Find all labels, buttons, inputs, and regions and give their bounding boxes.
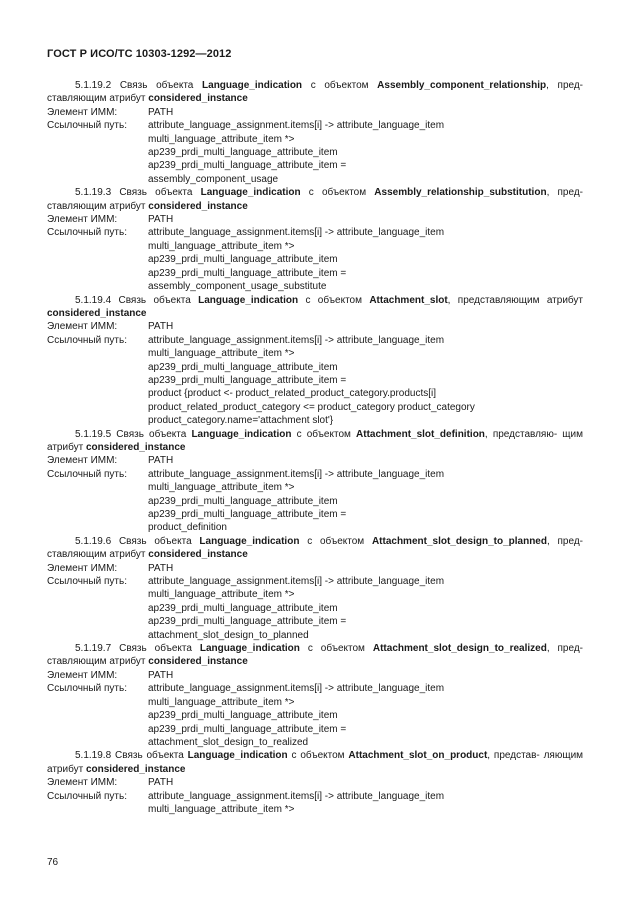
- entity-name: Language_indication: [199, 535, 300, 547]
- entity-name: Language_indication: [202, 80, 303, 91]
- clause-heading: [47, 294, 583, 321]
- target-entity-name: Attachment_slot: [369, 294, 448, 306]
- clause-text: с объектом: [310, 80, 369, 91]
- reference-path-line: product_category.name='attachment slot'}: [148, 415, 334, 427]
- reference-path-line: product_definition: [148, 522, 227, 534]
- entity-name: Language_indication: [199, 643, 300, 655]
- document-header-title: ГОСТ Р ИСО/ТС 10303-1292—2012: [47, 48, 232, 60]
- reference-path-label: Ссылочный путь:: [47, 120, 127, 132]
- reference-path-line: ap239_prdi_multi_language_attribute_item: [148, 361, 338, 373]
- clause-text: Связь объекта: [119, 80, 194, 91]
- reference-path-line: attribute_language_assignment.items[i] -> attribute_language_item: [148, 120, 445, 132]
- reference-path-label: Ссылочный путь:: [47, 790, 127, 802]
- clause-number: 5.1.19.6: [75, 535, 112, 547]
- reference-path-label: Ссылочный путь:: [47, 576, 127, 588]
- reference-path-line: attribute_language_assignment.items[i] -> attribute_language_item: [148, 790, 445, 802]
- element-label: Элемент ИММ:: [47, 777, 118, 789]
- reference-path-line: ap239_prdi_multi_language_attribute_item =: [148, 723, 347, 735]
- reference-path-line: ap239_prdi_multi_language_attribute_item: [148, 147, 338, 159]
- element-value: PATH: [148, 562, 174, 574]
- reference-path-label: Ссылочный путь:: [47, 683, 127, 695]
- entity-name: Language_indication: [187, 750, 288, 762]
- clause-text: Связь объекта: [118, 294, 191, 306]
- reference-path-line: product {product <- product_related_product_category.products[i]: [148, 388, 437, 400]
- attribute-name: considered_instance: [148, 656, 248, 668]
- target-entity-name: Assembly_component_relationship: [377, 80, 547, 91]
- reference-path-line: ap239_prdi_multi_language_attribute_item: [148, 495, 338, 507]
- entity-name: Language_indication: [198, 294, 299, 306]
- clause-text: Связь объекта: [119, 643, 192, 655]
- element-label: Элемент ИММ:: [47, 321, 118, 333]
- element-row: [47, 454, 583, 467]
- attribute-name: considered_instance: [85, 763, 186, 775]
- element-label: Элемент ИММ:: [47, 562, 118, 574]
- clause-heading: [47, 749, 583, 776]
- reference-path-line: multi_language_attribute_item *>: [148, 589, 295, 601]
- clause-text: Связь объекта: [118, 535, 192, 547]
- attribute-name: considered_instance: [148, 200, 248, 212]
- clause-text: Связь объекта: [116, 428, 187, 440]
- element-value: PATH: [148, 214, 174, 226]
- target-entity-name: Attachment_slot_design_to_planned: [371, 535, 547, 547]
- reference-path-line: attribute_language_assignment.items[i] -> attribute_language_item: [148, 683, 445, 695]
- clause-text: , пред- ставляющим атрибут: [47, 80, 584, 105]
- clause-text: , представляю- щим атрибут: [47, 428, 583, 453]
- reference-path-line: ap239_prdi_multi_language_attribute_item =: [148, 509, 347, 520]
- element-value: PATH: [148, 669, 174, 681]
- reference-path-line: multi_language_attribute_item *>: [148, 348, 295, 360]
- clause-heading: [47, 642, 583, 669]
- clause-section: [47, 186, 583, 293]
- reference-path-label: Ссылочный путь:: [47, 227, 127, 239]
- element-row: [47, 669, 583, 682]
- clause-number: 5.1.19.5: [75, 428, 112, 440]
- reference-path-line: ap239_prdi_multi_language_attribute_item =: [148, 374, 347, 386]
- reference-path-line: product_related_product_category <= product_category product_category: [148, 401, 475, 413]
- clause-number: 5.1.19.3: [75, 187, 112, 199]
- clause-section: [47, 749, 583, 816]
- reference-path-line: ap239_prdi_multi_language_attribute_item: [148, 710, 338, 722]
- clause-text: с объектом: [291, 750, 345, 762]
- clause-number: 5.1.19.8: [75, 750, 112, 762]
- reference-path-row: [47, 119, 583, 132]
- reference-path-line: multi_language_attribute_item *>: [148, 803, 295, 815]
- clause-text: , представ- ляющим атрибут: [47, 750, 584, 775]
- reference-path-row: [47, 334, 583, 347]
- reference-path-line: ap239_prdi_multi_language_attribute_item =: [148, 267, 347, 279]
- reference-path-line: ap239_prdi_multi_language_attribute_item: [148, 602, 338, 614]
- reference-path-line: multi_language_attribute_item *>: [148, 482, 295, 494]
- element-row: [47, 562, 583, 575]
- reference-path-row: [47, 468, 583, 481]
- attribute-name: considered_instance: [47, 307, 147, 319]
- clause-text: с объектом: [296, 428, 351, 440]
- entity-name: Language_indication: [191, 428, 292, 440]
- clause-heading: [47, 79, 583, 106]
- document-body: [47, 79, 583, 816]
- clause-text: Связь объекта: [115, 750, 184, 762]
- clause-number: 5.1.19.7: [75, 643, 112, 655]
- element-value: PATH: [148, 321, 174, 333]
- entity-name: Language_indication: [200, 187, 301, 199]
- clause-section: [47, 428, 583, 535]
- attribute-name: considered_instance: [148, 549, 248, 561]
- attribute-name: considered_instance: [148, 93, 248, 105]
- element-row: [47, 776, 583, 789]
- element-value: PATH: [148, 777, 174, 789]
- clause-text: , представляющим атрибут: [447, 294, 583, 306]
- clause-text: , пред- ставляющим атрибут: [47, 535, 584, 561]
- reference-path-line: multi_language_attribute_item *>: [148, 240, 295, 252]
- reference-path-line: multi_language_attribute_item *>: [148, 696, 295, 708]
- reference-path-line: assembly_component_usage_substitute: [148, 281, 327, 293]
- page-number: 76: [47, 857, 59, 868]
- reference-path-line: ap239_prdi_multi_language_attribute_item: [148, 254, 338, 266]
- clause-number: 5.1.19.4: [75, 294, 112, 306]
- clause-heading: [47, 428, 583, 455]
- reference-path-line: attachment_slot_design_to_realized: [148, 736, 309, 748]
- element-row: [47, 320, 583, 333]
- clause-heading: [47, 186, 583, 213]
- reference-path-line: multi_language_attribute_item *>: [148, 133, 295, 145]
- reference-path-line: ap239_prdi_multi_language_attribute_item =: [148, 160, 347, 172]
- reference-path-label: Ссылочный путь:: [47, 468, 127, 480]
- clause-number: 5.1.19.2: [75, 80, 112, 91]
- clause-text: , пред- ставляющим атрибут: [47, 187, 583, 212]
- clause-text: с объектом: [305, 294, 362, 306]
- element-label: Элемент ИММ:: [47, 106, 118, 118]
- target-entity-name: Attachment_slot_design_to_realized: [372, 643, 547, 655]
- clause-text: с объектом: [307, 643, 365, 655]
- clause-text: с объектом: [307, 535, 365, 547]
- clause-text: Связь объекта: [119, 187, 193, 199]
- reference-path-line: attribute_language_assignment.items[i] -> attribute_language_item: [148, 227, 445, 239]
- target-entity-name: Attachment_slot_definition: [356, 428, 485, 440]
- reference-path-row: [47, 682, 583, 695]
- clause-heading: [47, 535, 583, 562]
- element-label: Элемент ИММ:: [47, 669, 118, 681]
- element-label: Элемент ИММ:: [47, 214, 118, 226]
- reference-path-row: [47, 575, 583, 588]
- target-entity-name: Assembly_relationship_substitution: [374, 187, 547, 199]
- clause-text: с объектом: [308, 187, 367, 199]
- reference-path-label: Ссылочный путь:: [47, 334, 127, 346]
- reference-path-row: [47, 226, 583, 239]
- attribute-name: considered_instance: [85, 441, 186, 453]
- element-row: [47, 213, 583, 226]
- clause-section: [47, 294, 583, 428]
- reference-path-line: ap239_prdi_multi_language_attribute_item =: [148, 616, 347, 628]
- clause-section: [47, 79, 583, 186]
- element-value: PATH: [148, 106, 174, 118]
- element-label: Элемент ИММ:: [47, 455, 118, 467]
- element-row: [47, 106, 583, 119]
- clause-text: , пред- ставляющим атрибут: [47, 643, 584, 668]
- reference-path-line: attachment_slot_design_to_planned: [148, 629, 309, 641]
- reference-path-line: attribute_language_assignment.items[i] -> attribute_language_item: [148, 468, 445, 480]
- reference-path-line: attribute_language_assignment.items[i] -> attribute_language_item: [148, 334, 445, 346]
- reference-path-line: attribute_language_assignment.items[i] -> attribute_language_item: [148, 576, 445, 588]
- target-entity-name: Attachment_slot_on_product: [348, 750, 488, 762]
- element-value: PATH: [148, 455, 174, 467]
- reference-path-line: assembly_component_usage: [148, 173, 279, 185]
- clause-section: [47, 642, 583, 749]
- clause-section: [47, 535, 583, 642]
- reference-path-row: [47, 790, 583, 803]
